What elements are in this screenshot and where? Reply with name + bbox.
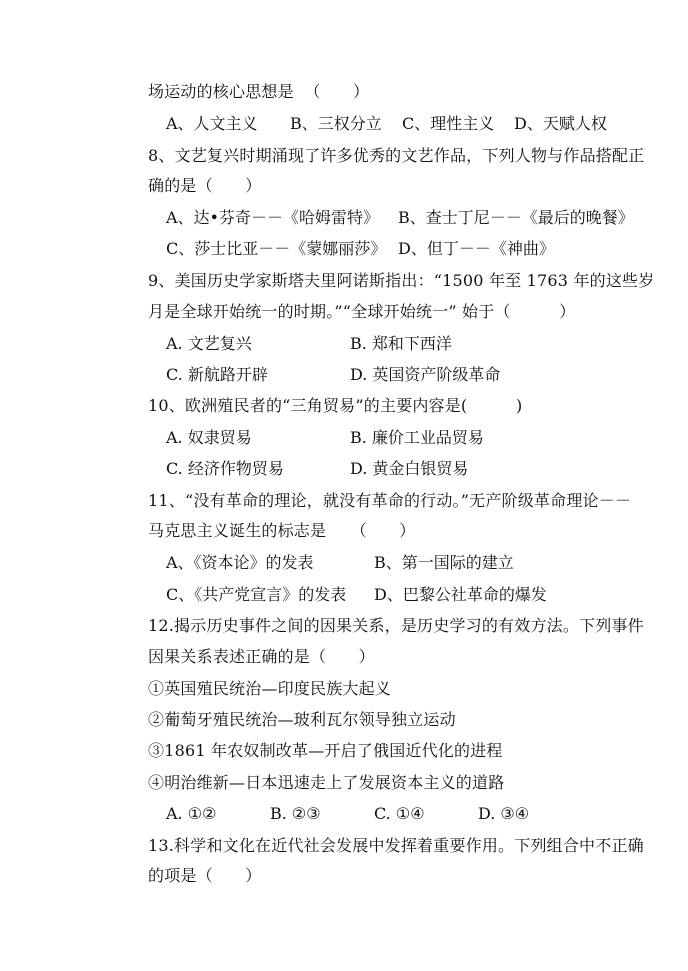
q7-stem: 场运动的核心思想是 （ ） xyxy=(148,82,370,101)
q10-option-b: B. 廉价工业品贸易 xyxy=(350,428,484,447)
q12-option-b: B. ②③ xyxy=(270,804,321,823)
q10-stem: 10、欧洲殖民者的“三角贸易”的主要内容是( ) xyxy=(148,396,523,415)
q10-option-d: D. 黄金白银贸易 xyxy=(350,459,469,478)
q7-option-c: C、理性主义 xyxy=(402,114,495,133)
q10-option-c: C. 经济作物贸易 xyxy=(166,459,284,478)
q12-item-3: ③1861 年农奴制改革—开启了俄国近代化的进程 xyxy=(148,741,503,760)
q12-option-c: C. ①④ xyxy=(374,804,425,823)
q7-option-b: B、三权分立 xyxy=(290,114,382,133)
q9-stem-line2: 月是全球开始统一的时期。”“全球开始统一” 始于（ ） xyxy=(148,302,576,321)
q8-stem-line2: 确的是（ ） xyxy=(148,176,262,195)
q12-option-d: D. ③④ xyxy=(478,804,530,823)
q9-option-c: C. 新航路开辟 xyxy=(166,365,268,384)
q11-option-d: D、巴黎公社革命的爆发 xyxy=(374,585,547,604)
q8-option-c: C、莎士比亚－－《蒙娜丽莎》 xyxy=(166,239,387,258)
q11-stem-line2: 马克思主义诞生的标志是 （ ） xyxy=(148,521,416,540)
q7-option-d: D、天赋人权 xyxy=(514,114,607,133)
q9-option-b: B. 郑和下西洋 xyxy=(350,334,452,353)
q11-option-a: A、《资本论》的发表 xyxy=(166,553,314,572)
q9-option-a: A. 文艺复兴 xyxy=(166,334,252,353)
q11-stem-line1: 11、“没有革命的理论，就没有革命的行动。”无产阶级革命理论－－ xyxy=(148,491,632,510)
q11-option-c: C、《共产党宣言》的发表 xyxy=(166,585,347,604)
q13-stem-line1: 13.科学和文化在近代社会发展中发挥着重要作用。下列组合中不正确 xyxy=(148,836,644,855)
q12-stem-line1: 12.揭示历史事件之间的因果关系，是历史学习的有效方法。下列事件 xyxy=(148,616,644,635)
q12-option-a: A. ①② xyxy=(166,804,217,823)
q12-item-4: ④明治维新—日本迅速走上了发展资本主义的道路 xyxy=(148,773,505,792)
q8-option-d: D、但丁－－《神曲》 xyxy=(398,239,555,258)
q10-option-a: A. 奴隶贸易 xyxy=(166,428,252,447)
q11-option-b: B、第一国际的建立 xyxy=(374,553,514,572)
q12-item-2: ②葡萄牙殖民统治—玻利瓦尔领导独立运动 xyxy=(148,710,456,729)
q8-option-b: B、查士丁尼－－《最后的晚餐》 xyxy=(398,208,634,227)
q7-option-a: A、人文主义 xyxy=(166,114,258,133)
q12-item-1: ①英国殖民统治—印度民族大起义 xyxy=(148,679,392,698)
q9-option-d: D. 英国资产阶级革命 xyxy=(350,365,501,384)
q12-stem-line2: 因果关系表述正确的是（ ） xyxy=(148,647,375,666)
q9-stem-line1: 9、美国历史学家斯塔夫里阿诺斯指出：“1500 年至 1763 年的这些岁 xyxy=(148,271,655,290)
q8-stem-line1: 8、文艺复兴时期涌现了许多优秀的文艺作品，下列人物与作品搭配正 xyxy=(148,146,645,165)
q8-option-a: A、达•芬奇－－《哈姆雷特》 xyxy=(166,208,379,227)
q13-stem-line2: 的项是（ ） xyxy=(148,866,262,885)
